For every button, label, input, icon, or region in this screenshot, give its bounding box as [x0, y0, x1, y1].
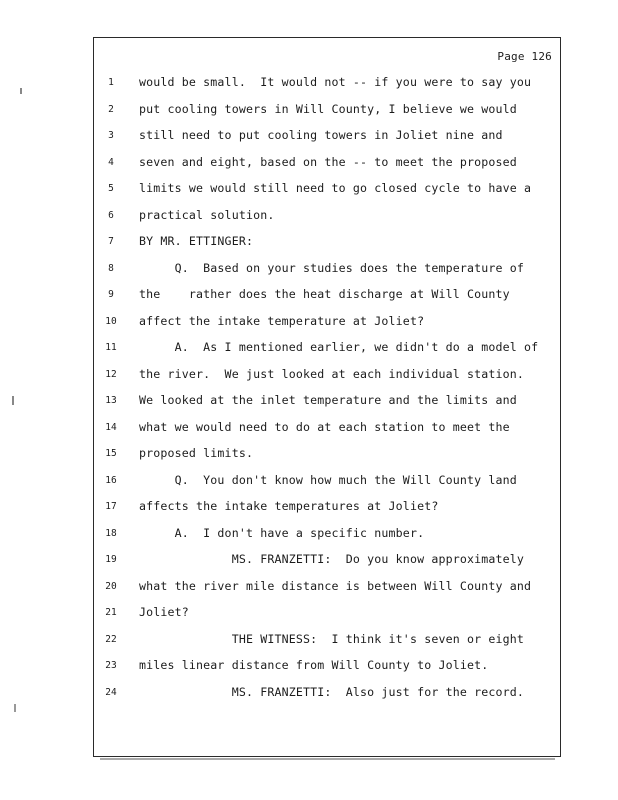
line-number: 5: [108, 183, 114, 194]
line-text: seven and eight, based on the -- to meet the proposed: [139, 154, 517, 169]
line-text: Joliet?: [139, 605, 189, 619]
bottom-scan-border: [100, 758, 555, 760]
transcript-line: [94, 684, 562, 704]
line-text: miles linear distance from Will County to Joliet.: [139, 658, 489, 672]
line-number: 24: [105, 686, 117, 698]
transcript-line: [94, 180, 562, 200]
line-number: 10: [105, 315, 117, 327]
transcript-line: [94, 339, 562, 359]
transcript-line: [94, 260, 562, 280]
transcript-line: [94, 551, 562, 571]
line-number: 17: [105, 501, 117, 512]
line-text: the rather does the heat discharge at Will County: [139, 287, 510, 301]
line-number: 11: [105, 342, 117, 353]
line-text: Q. Based on your studies does the temperature of: [139, 260, 525, 275]
line-number: 18: [105, 527, 117, 539]
line-number: 9: [108, 289, 114, 300]
line-number: 22: [105, 633, 117, 645]
transcript-line: [94, 127, 562, 147]
line-text: affects the intake temperatures at Joliet?: [139, 499, 439, 513]
line-number: 20: [105, 580, 117, 592]
line-number: 15: [105, 448, 117, 459]
transcript-line: [94, 604, 562, 624]
scan-mark: [12, 396, 14, 405]
line-number: 16: [105, 474, 117, 486]
line-number: 13: [105, 395, 117, 406]
transcript-line: [94, 419, 562, 439]
line-number: 1: [108, 77, 114, 88]
line-text: would be small. It would not -- if you were to say you: [139, 75, 532, 89]
line-number: 4: [108, 156, 114, 168]
line-text: THE WITNESS: I think it's seven or eight: [139, 631, 525, 646]
line-text: MS. FRANZETTI: Do you know approximately: [139, 552, 525, 566]
transcript-line: [94, 525, 562, 545]
transcript-line: [94, 498, 562, 518]
line-text: Q. You don't know how much the Will County land: [139, 472, 517, 487]
page-number: Page 126: [497, 50, 552, 63]
line-text: what we would need to do at each station to meet the: [139, 419, 510, 434]
transcript-line: [94, 445, 562, 465]
line-number: 8: [108, 262, 114, 274]
line-text: proposed limits.: [139, 446, 254, 460]
transcript-line: [94, 233, 562, 253]
transcript-line: [94, 392, 562, 412]
transcript-line: [94, 313, 562, 333]
line-text: A. I don't have a specific number.: [139, 525, 425, 540]
line-number: 23: [105, 660, 117, 671]
line-text: BY MR. ETTINGER:: [139, 234, 254, 248]
line-number: 2: [108, 103, 114, 115]
line-text: MS. FRANZETTI: Also just for the record.: [139, 684, 525, 699]
scan-mark: [14, 704, 16, 712]
line-text: practical solution.: [139, 207, 275, 222]
transcript-line: [94, 578, 562, 598]
line-text: affect the intake temperature at Joliet?: [139, 313, 425, 328]
transcript-line: [94, 154, 562, 174]
line-number: 7: [108, 236, 114, 247]
line-number: 12: [105, 368, 117, 380]
line-text: what the river mile distance is between Will County and: [139, 578, 532, 593]
transcript-line: [94, 286, 562, 306]
scan-mark: [20, 88, 22, 94]
transcript-page: [93, 37, 561, 757]
transcript-line: [94, 657, 562, 677]
transcript-line: [94, 472, 562, 492]
transcript-line: [94, 366, 562, 386]
transcript-line: [94, 74, 562, 94]
line-number: 14: [105, 421, 117, 433]
line-number: 3: [108, 130, 114, 141]
line-text: We looked at the inlet temperature and the limits and: [139, 393, 517, 407]
line-number: 6: [108, 209, 114, 221]
line-text: the river. We just looked at each individual station.: [139, 366, 525, 381]
transcript-line: [94, 207, 562, 227]
transcript-line: [94, 101, 562, 121]
line-text: still need to put cooling towers in Joliet nine and: [139, 128, 503, 142]
line-text: limits we would still need to go closed cycle to have a: [139, 181, 532, 195]
line-text: put cooling towers in Will County, I believe we would: [139, 101, 517, 116]
line-number: 21: [105, 607, 117, 618]
line-number: 19: [105, 554, 117, 565]
line-text: A. As I mentioned earlier, we didn't do a model of: [139, 340, 539, 354]
transcript-line: [94, 631, 562, 651]
